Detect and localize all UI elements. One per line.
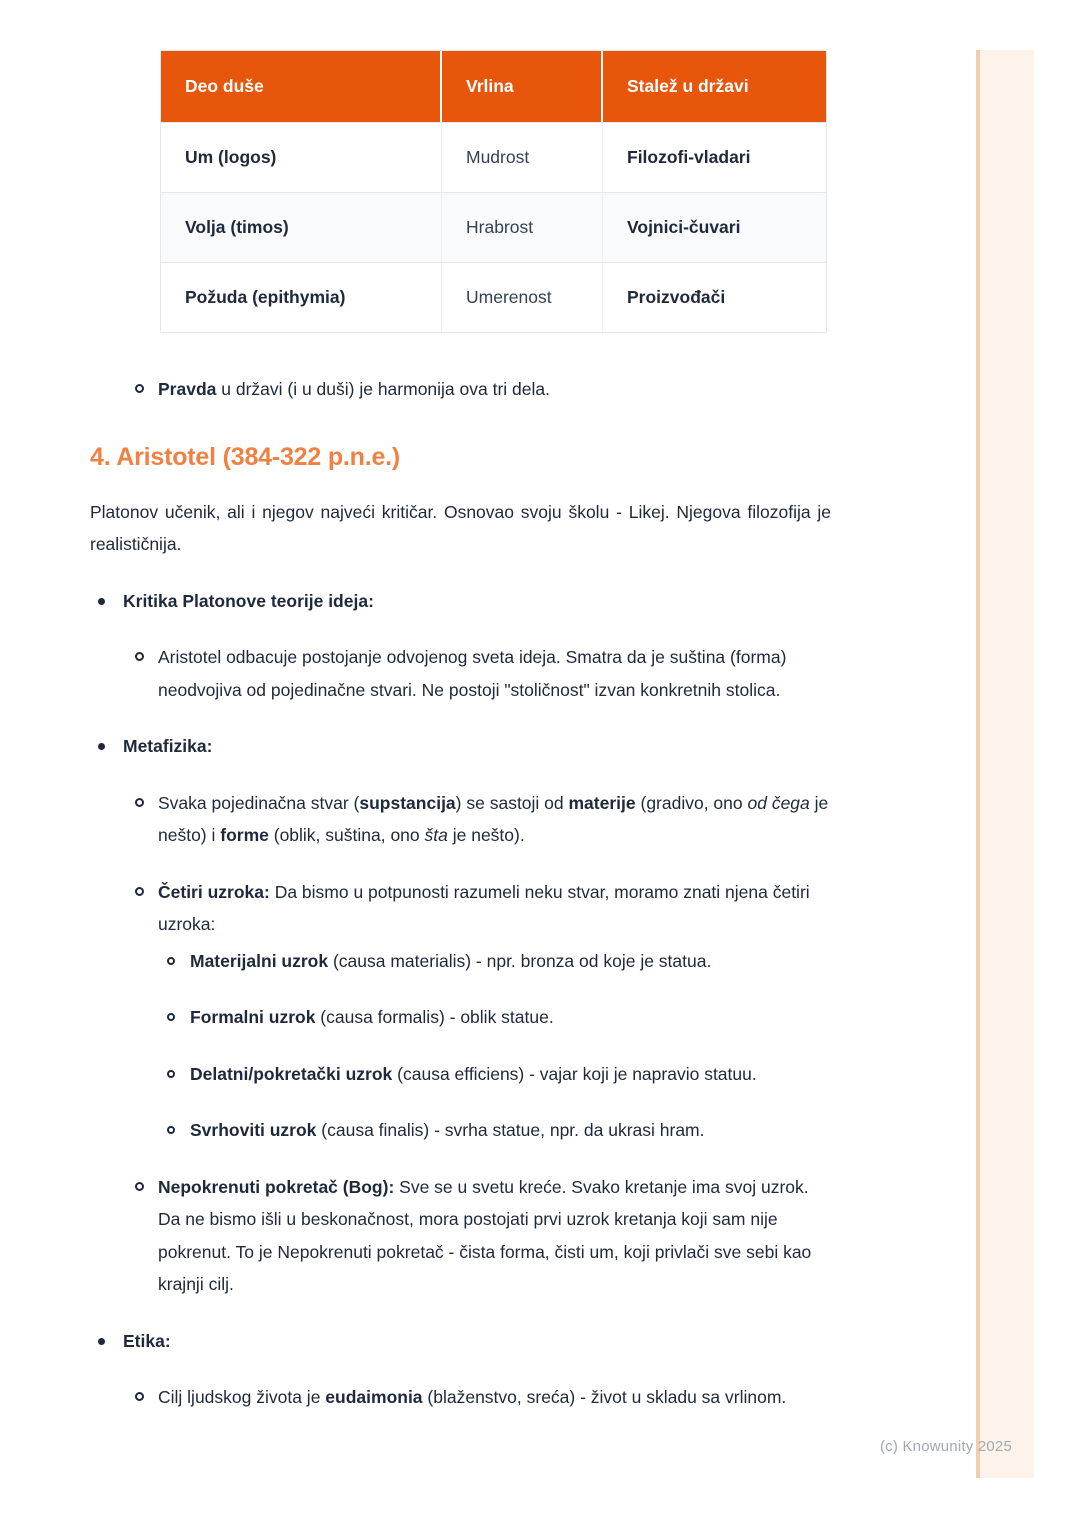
list-item-text [190, 1114, 831, 1147]
bullet-marker [167, 957, 175, 965]
text-segment: Sve se u svetu kreće. Svako kretanje ima svoj uzrok. Da ne bismo išli u beskonačnost, mora postojati prvi uzrok kretanja koji sam nije pokrenut. To je Nepokrenuti pokretač - čista forma, čisti um, koji privlači sve sebi kao krajnji cilj. [158, 1176, 812, 1294]
text-segment: Svrhoviti uzrok [190, 1120, 317, 1140]
text-segment: u državi (i u duši) je harmonija ova tri dela. [216, 379, 550, 399]
text-segment: Pravda [158, 379, 217, 399]
list-item-text [158, 787, 831, 852]
aristotle-heading: 4. Aristotel (384-322 p.n.e.) [90, 442, 401, 471]
delatni-uzrok-item [90, 1058, 831, 1091]
text-segment: materije [568, 792, 636, 813]
text-segment: Platonov učenik, ali i njegov najveći kritičar. Osnovao svoju školu - Likej. Njegova filozofija je realističnija. [90, 501, 831, 554]
text-segment: je nešto). [447, 825, 525, 845]
list-item-text [123, 1325, 831, 1358]
table-cell: Hrabrost [442, 192, 603, 262]
table-cell: Proizvođači [603, 262, 826, 332]
nepokrenuti-pokretac-item [90, 1171, 831, 1301]
eudaimonia-item [90, 1381, 831, 1414]
bullet-marker [135, 1392, 144, 1401]
content-blocks [90, 373, 831, 1414]
list-item-text [123, 730, 831, 763]
text-segment: od čega [747, 792, 810, 813]
table-header-stalez: Stalež u državi [603, 51, 826, 122]
text-segment: Delatni/pokretački uzrok [190, 1063, 393, 1084]
text-segment: (causa materialis) - npr. bronza od koje je statua. [328, 950, 712, 971]
bullet-marker [98, 743, 105, 750]
text-segment: supstancija [359, 792, 456, 813]
list-item-text [158, 1381, 831, 1414]
text-segment: (gradivo, ono [635, 792, 748, 813]
list-item-text [158, 641, 831, 706]
pravda-item [90, 373, 831, 406]
kritika-detail-item [90, 641, 831, 706]
metafizika-heading-item [90, 730, 831, 763]
text-segment: Četiri uzroka: [158, 881, 270, 902]
list-item-text [123, 585, 831, 618]
text-segment: Aristotel odbacuje postojanje odvojenog sveta ideja. Smatra da je suština (forma) neodvojiva od pojedinačne stvari. Ne postoji "stoličnost" izvan konkretnih stolica. [158, 647, 787, 700]
text-segment: Kritika Platonove teorije ideja: [123, 590, 374, 611]
bullet-marker [135, 887, 144, 896]
table-header-row [161, 51, 826, 122]
list-item-text [158, 373, 831, 406]
text-segment: (causa finalis) - svrha statue, npr. da ukrasi hram. [316, 1120, 705, 1140]
table-row [161, 192, 826, 262]
text-segment: eudaimonia [325, 1387, 423, 1407]
etika-heading-item [90, 1325, 831, 1358]
bullet-marker [167, 1126, 175, 1134]
table-cell: Vojnici-čuvari [603, 192, 826, 262]
list-item-text [190, 1001, 831, 1034]
list-item-text [158, 876, 831, 941]
list-item-text [190, 945, 831, 978]
bullet-marker [167, 1070, 175, 1078]
table-row [161, 262, 826, 332]
text-segment: (causa formalis) - oblik statue. [315, 1007, 554, 1027]
text-segment: (blaženstvo, sreća) - život u skladu sa vrlinom. [422, 1387, 787, 1407]
bullet-marker [135, 652, 144, 661]
table-body [161, 122, 826, 332]
supstancija-item [90, 787, 831, 852]
text-segment: Metafizika: [123, 736, 213, 756]
materijalni-uzrok-item [90, 945, 831, 978]
text-segment: Nepokrenuti pokretač (Bog): [158, 1176, 395, 1197]
text-segment: šta [424, 825, 448, 845]
bullet-marker [167, 1013, 175, 1021]
kritika-heading-item [90, 585, 831, 618]
table-header-deo-duse: Deo duše [161, 51, 442, 122]
list-item-text [158, 1171, 831, 1301]
table-cell: Mudrost [442, 122, 603, 192]
list-item-text [190, 1058, 831, 1091]
text-segment: Svaka pojedinačna stvar ( [158, 792, 360, 813]
aristotle-intro [90, 496, 831, 561]
text-segment: Materijalni uzrok [190, 950, 329, 971]
table-cell: Volja (timos) [161, 192, 442, 262]
table-cell: Um (logos) [161, 122, 442, 192]
table-cell: Umerenost [442, 262, 603, 332]
table-header-vrlina: Vrlina [442, 51, 603, 122]
text-segment: ) se sastoji od [455, 792, 569, 813]
bullet-marker [98, 598, 105, 605]
svrhoviti-uzrok-item [90, 1114, 831, 1147]
text-segment: Cilj ljudskog života je [158, 1387, 326, 1407]
page-edge-strip [976, 50, 1034, 1478]
table-cell: Filozofi-vladari [603, 122, 826, 192]
bullet-marker [98, 1338, 105, 1345]
table-row [161, 122, 826, 192]
bullet-marker [135, 384, 144, 393]
soul-virtue-class-table [160, 50, 827, 333]
bullet-marker [135, 1182, 144, 1191]
text-segment: forme [220, 825, 269, 845]
table-cell: Požuda (epithymia) [161, 262, 442, 332]
formalni-uzrok-item [90, 1001, 831, 1034]
text-segment: Da bismo u potpunosti razumeli neku stvar, moramo znati njena četiri uzroka: [158, 881, 810, 934]
document-content [90, 50, 831, 1438]
cetiri-uzroka-item [90, 876, 831, 941]
text-segment: Formalni uzrok [190, 1007, 316, 1027]
bullet-marker [135, 798, 144, 807]
text-segment: Etika: [123, 1330, 171, 1351]
text-segment: (causa efficiens) - vajar koji je napravio statuu. [392, 1063, 757, 1084]
text-segment: je nešto) i [158, 792, 829, 845]
text-segment: (oblik, suština, ono [268, 825, 425, 845]
copyright-watermark: (c) Knowunity 2025 [879, 1438, 1012, 1455]
